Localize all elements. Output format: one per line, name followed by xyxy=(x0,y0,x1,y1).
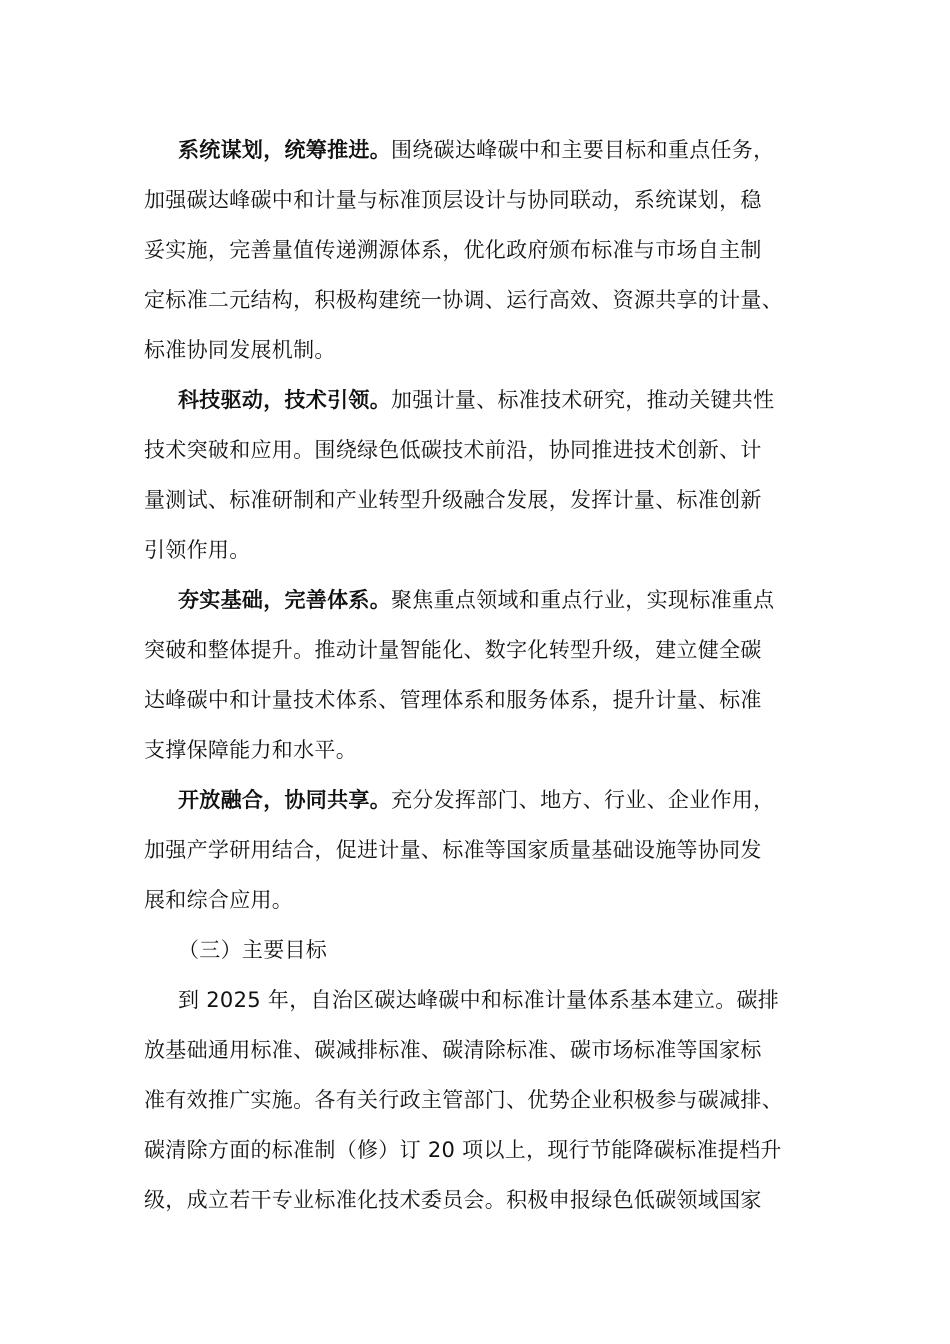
paragraph-line: 加强碳达峰碳中和计量与标准顶层设计与协同联动，系统谋划，稳 xyxy=(144,188,762,212)
paragraph-text: 围绕碳达峰碳中和主要目标和重点任务， xyxy=(391,138,775,162)
paragraph-line: 支撑保障能力和水平。 xyxy=(144,738,357,762)
paragraph-line: 定标准二元结构，积极构建统一协调、运行高效、资源共享的计量、 xyxy=(144,288,783,312)
paragraph-line: 量测试、标准研制和产业转型升级融合发展，发挥计量、标准创新 xyxy=(144,488,762,512)
paragraph-lead: 开放融合，协同共享。 xyxy=(178,788,391,812)
paragraph-line: 突破和整体提升。推动计量智能化、数字化转型升级，建立健全碳 xyxy=(144,638,762,662)
paragraph-line: 技术突破和应用。围绕绿色低碳技术前沿，协同推进技术创新、计 xyxy=(144,438,762,462)
paragraph-line xyxy=(178,383,878,417)
paragraph-text: 聚焦重点领域和重点行业，实现标准重点 xyxy=(391,588,775,612)
paragraph-line: 准有效推广实施。各有关行政主管部门、优势企业积极参与碳减排、 xyxy=(144,1088,783,1112)
paragraph-text: 充分发挥部门、地方、行业、企业作用， xyxy=(391,788,775,812)
paragraph-line: 标准协同发展机制。 xyxy=(144,338,336,362)
paragraph-lead: 科技驱动，技术引领。 xyxy=(178,388,391,412)
paragraph-line: 加强产学研用结合，促进计量、标准等国家质量基础设施等协同发 xyxy=(144,838,762,862)
paragraph-line: 级，成立若干专业标准化技术委员会。积极申报绿色低碳领域国家 xyxy=(144,1188,762,1212)
paragraph-line: 到 2025 年，自治区碳达峰碳中和标准计量体系基本建立。碳排 xyxy=(178,988,780,1012)
paragraph-line: 妥实施，完善量值传递溯源体系，优化政府颁布标准与市场自主制 xyxy=(144,238,762,262)
section-heading: （三）主要目标 xyxy=(178,938,328,962)
paragraph-line xyxy=(178,133,878,167)
paragraph-line: 展和综合应用。 xyxy=(144,888,294,912)
paragraph-lead: 系统谋划，统筹推进。 xyxy=(178,138,391,162)
paragraph-line xyxy=(178,583,878,617)
paragraph-line: 碳清除方面的标准制（修）订 20 项以上，现行节能降碳标准提档升 xyxy=(144,1138,782,1162)
paragraph-line xyxy=(178,783,878,817)
paragraph-line: 引领作用。 xyxy=(144,538,251,562)
paragraph-text: 加强计量、标准技术研究，推动关键共性 xyxy=(391,388,775,412)
paragraph-lead: 夯实基础，完善体系。 xyxy=(178,588,391,612)
paragraph-line: 放基础通用标准、碳减排标准、碳清除标准、碳市场标准等国家标 xyxy=(144,1038,762,1062)
paragraph-line: 达峰碳中和计量技术体系、管理体系和服务体系，提升计量、标准 xyxy=(144,688,762,712)
